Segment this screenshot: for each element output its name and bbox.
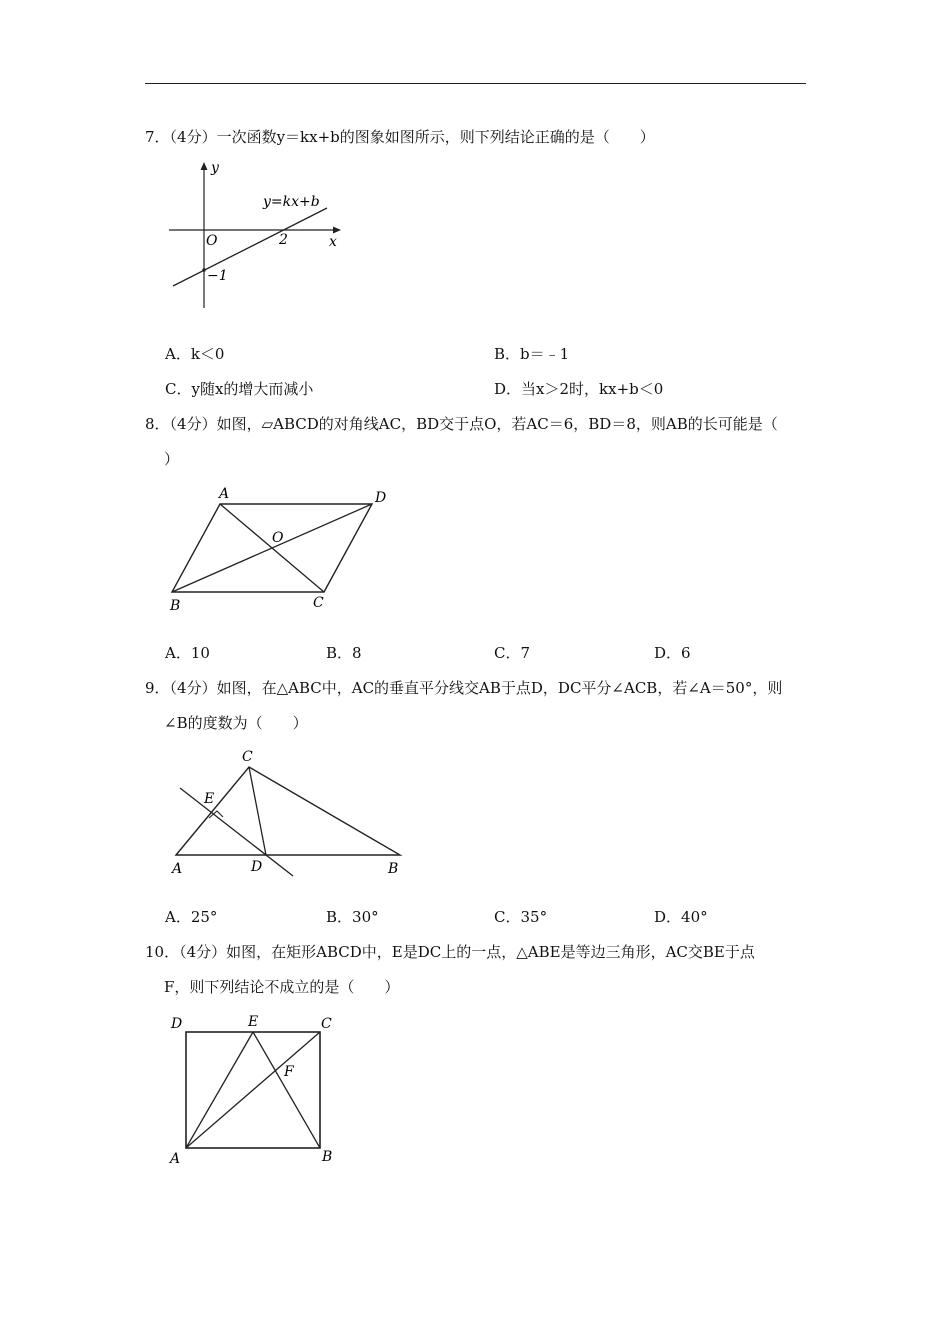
point-d-label: D [251,859,263,875]
q9-option-d[interactable]: D．40° [654,908,708,926]
diagonal-bd [172,504,372,592]
segment-be [253,1032,320,1148]
q8-option-d[interactable]: D．6 [654,644,691,662]
q7-stem: 7．（4分）一次函数y＝kx+b的图象如图所示，则下列结论正确的是（ ） [145,128,655,146]
q7-option-d[interactable]: D．当x＞2时，kx+b＜0 [494,380,664,398]
x-intercept-label: 2 [279,232,288,248]
y-axis-arrow [201,162,208,170]
q9-stem-line1: 9．（4分）如图，在△ABC中，AC的垂直平分线交AB于点D，DC平分∠ACB，若∠A＝50°，则 [145,679,783,697]
x-axis-arrow [333,227,341,234]
q9-stem-line2: ∠B的度数为（ ） [164,714,308,732]
x-axis-label: x [329,234,337,250]
q7-graph [165,158,365,318]
vertex-d-label: D [375,490,387,506]
q7-option-b[interactable]: B．b＝﹣1 [494,345,570,363]
q8-stem-line1: 8．（4分）如图，▱ABCD的对角线AC，BD交于点O，若AC＝6，BD＝8，则AB的长可能是（ [145,415,778,433]
q9-option-b[interactable]: B．30° [326,908,379,926]
q7-option-a[interactable]: A．k＜0 [165,345,225,363]
q8-stem-line2: ） [164,450,180,468]
point-e-label: E [204,791,215,807]
segment-ae [186,1032,253,1148]
vertex-b-label: B [322,1149,333,1165]
q10-stem-line1: 10．（4分）如图，在矩形ABCD中，E是DC上的一点，△ABE是等边三角形，AC交BE于点 [145,943,755,961]
function-line [173,208,327,286]
y-intercept-point [202,268,206,272]
vertex-a-label: A [219,486,230,502]
q9-option-a[interactable]: A．25° [165,908,218,926]
q8-parallelogram [160,480,400,615]
point-e-label: E [248,1014,259,1030]
y-intercept-label: −1 [207,268,228,284]
origin-label: O [206,233,218,249]
segment-dc [249,767,266,855]
q8-option-a[interactable]: A．10 [165,644,210,662]
header-rule [145,83,806,84]
function-label: y=kx+b [263,194,320,210]
q8-option-b[interactable]: B．8 [326,644,362,662]
vertex-c-label: C [313,595,324,611]
vertex-a-label: A [172,861,183,877]
vertex-b-label: B [388,861,399,877]
vertex-c-label: C [242,749,253,765]
q9-option-c[interactable]: C．35° [494,908,548,926]
q10-rectangle [160,1008,360,1168]
point-f-label: F [284,1064,294,1080]
q7-option-c[interactable]: C．y随x的增大而减小 [165,380,314,398]
diagonal-ac [186,1032,320,1148]
vertex-c-label: C [321,1016,332,1032]
vertex-d-label: D [171,1016,183,1032]
q8-option-c[interactable]: C．7 [494,644,531,662]
vertex-a-label: A [170,1151,181,1167]
y-axis-label: y [211,160,219,176]
q10-stem-line2: F，则下列结论不成立的是（ ） [164,978,400,996]
vertex-b-label: B [170,598,181,614]
perpendicular-bisector [180,788,293,876]
center-o-label: O [272,530,284,546]
q9-triangle [160,745,420,885]
